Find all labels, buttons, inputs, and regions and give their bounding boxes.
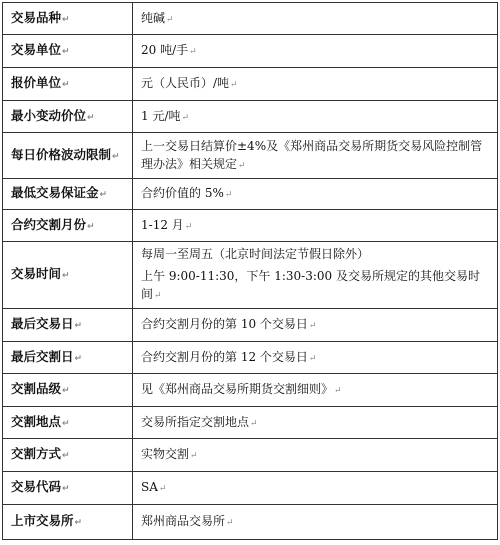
- spec-value-line: [141, 9, 489, 29]
- paragraph-mark-icon: ↵: [166, 14, 174, 25]
- paragraph-mark-icon: ↵: [250, 418, 258, 429]
- spec-value-cell: [133, 407, 498, 439]
- spec-value-line: [141, 74, 489, 94]
- spec-value-cell: [133, 3, 498, 35]
- spec-label: 交割地点: [11, 413, 62, 429]
- spec-row: [3, 133, 498, 179]
- spec-label: 合约交割月份: [11, 216, 87, 232]
- spec-row: [3, 68, 498, 101]
- spec-value-cell: [133, 342, 498, 374]
- paragraph-mark-icon: ↵: [99, 190, 108, 200]
- spec-value-cell: [133, 439, 498, 472]
- spec-value-cell: [133, 68, 498, 101]
- spec-value-line: [141, 380, 489, 400]
- paragraph-mark-icon: ↵: [190, 451, 198, 461]
- spec-value-text: 元（人民币）/吨: [141, 76, 230, 90]
- spec-row: [3, 407, 498, 439]
- paragraph-mark-icon: ↵: [158, 484, 167, 494]
- spec-value-cell: [133, 101, 498, 133]
- spec-label: 交易单位: [11, 42, 62, 57]
- spec-value-line: [141, 413, 489, 433]
- paragraph-mark-icon: ↵: [224, 190, 233, 200]
- spec-label: 最低交易保证金: [11, 185, 99, 200]
- spec-row: [3, 210, 498, 242]
- spec-value-text: 纯碱: [141, 10, 166, 25]
- paragraph-mark-icon: ↵: [87, 221, 95, 232]
- spec-value-line: [141, 107, 489, 127]
- paragraph-mark-icon: ↵: [238, 160, 246, 171]
- spec-label-cell: [3, 242, 133, 309]
- paragraph-mark-icon: ↵: [226, 518, 234, 528]
- spec-value-text: 见《郑州商品交易所期货交割细则》: [141, 382, 334, 396]
- spec-row: [3, 242, 498, 309]
- spec-label-cell: [3, 342, 133, 374]
- spec-value-line: [141, 137, 489, 175]
- spec-value-text: 合约交割月份的第 10 个交易日: [141, 317, 308, 331]
- spec-row: [3, 505, 498, 540]
- paragraph-mark-icon: ↵: [62, 451, 70, 461]
- paragraph-mark-icon: ↵: [154, 291, 162, 301]
- spec-label: 最后交易日: [11, 316, 74, 331]
- spec-label: 最后交割日: [11, 348, 74, 364]
- spec-row: [3, 439, 498, 472]
- spec-label-cell: [3, 407, 133, 439]
- spec-value-line: [141, 315, 489, 335]
- spec-value-line: [141, 445, 489, 465]
- spec-value-line: [141, 216, 489, 236]
- spec-value-text: 上一交易日结算价±4%及《郑州商品交易所期货交易风险控制管理办法》相关规定: [141, 138, 483, 171]
- spec-label: 交割方式: [11, 446, 62, 461]
- spec-value-line: [141, 478, 489, 498]
- paragraph-mark-icon: ↵: [74, 518, 83, 528]
- spec-value-cell: [133, 472, 498, 505]
- paragraph-mark-icon: ↵: [230, 80, 238, 90]
- spec-value-text: SA: [141, 480, 158, 494]
- spec-row: [3, 374, 498, 407]
- spec-value-cell: [133, 242, 498, 309]
- paragraph-mark-icon: ↵: [62, 386, 70, 396]
- spec-row: [3, 35, 498, 68]
- paragraph-mark-icon: ↵: [62, 484, 70, 494]
- paragraph-mark-icon: ↵: [62, 418, 70, 429]
- paragraph-mark-icon: ↵: [334, 386, 342, 396]
- contract-spec-table: [2, 2, 498, 540]
- spec-value-cell: [133, 179, 498, 210]
- spec-row: [3, 472, 498, 505]
- paragraph-mark-icon: ↵: [62, 47, 70, 57]
- spec-label: 交割品级: [11, 381, 62, 396]
- spec-value-text: 合约交割月份的第 12 个交易日: [141, 349, 308, 364]
- spec-label: 每日价格波动限制: [11, 146, 112, 162]
- spec-label-cell: [3, 309, 133, 342]
- paragraph-mark-icon: ↵: [308, 321, 317, 331]
- paragraph-mark-icon: ↵: [74, 321, 83, 331]
- spec-label-cell: [3, 133, 133, 179]
- paragraph-mark-icon: ↵: [308, 353, 317, 364]
- spec-row: [3, 3, 498, 35]
- spec-value-cell: [133, 505, 498, 540]
- paragraph-mark-icon: ↵: [62, 80, 70, 90]
- spec-value-text: 合约价值的 5%: [141, 186, 224, 200]
- contract-spec-body: [3, 3, 498, 540]
- spec-label: 报价单位: [11, 75, 62, 90]
- spec-label: 交易品种: [11, 9, 62, 25]
- spec-value-line: [141, 348, 489, 368]
- spec-label-cell: [3, 210, 133, 242]
- paragraph-mark-icon: ↵: [62, 14, 70, 25]
- paragraph-mark-icon: ↵: [74, 353, 83, 364]
- spec-value-text: 郑州商品交易所: [141, 514, 226, 528]
- spec-row: [3, 179, 498, 210]
- spec-value-cell: [133, 133, 498, 179]
- spec-value-line: [141, 267, 489, 305]
- spec-label: 交易时间: [11, 266, 62, 281]
- spec-label: 最小变动价位: [11, 107, 87, 123]
- spec-label-cell: [3, 472, 133, 505]
- spec-label-cell: [3, 3, 133, 35]
- spec-label: 交易代码: [11, 479, 62, 494]
- spec-label-cell: [3, 374, 133, 407]
- spec-value-text: 1-12 月: [141, 217, 184, 232]
- spec-label: 上市交易所: [11, 513, 74, 528]
- spec-label-cell: [3, 35, 133, 68]
- spec-value-text: 交易所指定交割地点: [141, 414, 250, 429]
- spec-label-cell: [3, 505, 133, 540]
- spec-value-line: [141, 245, 489, 263]
- spec-value-cell: [133, 374, 498, 407]
- paragraph-mark-icon: ↵: [181, 112, 190, 123]
- spec-value-text: 20 吨/手: [141, 43, 189, 57]
- paragraph-mark-icon: ↵: [87, 112, 95, 123]
- spec-row: [3, 342, 498, 374]
- spec-value-text: 1 元/吨: [141, 108, 181, 123]
- spec-row: [3, 101, 498, 133]
- spec-label-cell: [3, 101, 133, 133]
- spec-label-cell: [3, 179, 133, 210]
- spec-value-line: [141, 41, 489, 61]
- spec-value-cell: [133, 309, 498, 342]
- spec-row: [3, 309, 498, 342]
- spec-label-cell: [3, 68, 133, 101]
- spec-value-line: [141, 512, 489, 532]
- spec-value-text: 实物交割: [141, 447, 190, 461]
- paragraph-mark-icon: ↵: [62, 271, 70, 281]
- spec-value-text: 上午 9:00-11:30，下午 1:30-3:00 及交易所规定的其他交易时间: [141, 269, 480, 301]
- spec-value-cell: [133, 35, 498, 68]
- paragraph-mark-icon: ↵: [184, 221, 193, 232]
- spec-label-cell: [3, 439, 133, 472]
- spec-value-line: [141, 184, 489, 204]
- spec-value-cell: [133, 210, 498, 242]
- paragraph-mark-icon: ↵: [112, 151, 120, 162]
- spec-value-text: 每周一至周五（北京时间法定节假日除外）: [141, 247, 370, 261]
- paragraph-mark-icon: ↵: [189, 47, 197, 57]
